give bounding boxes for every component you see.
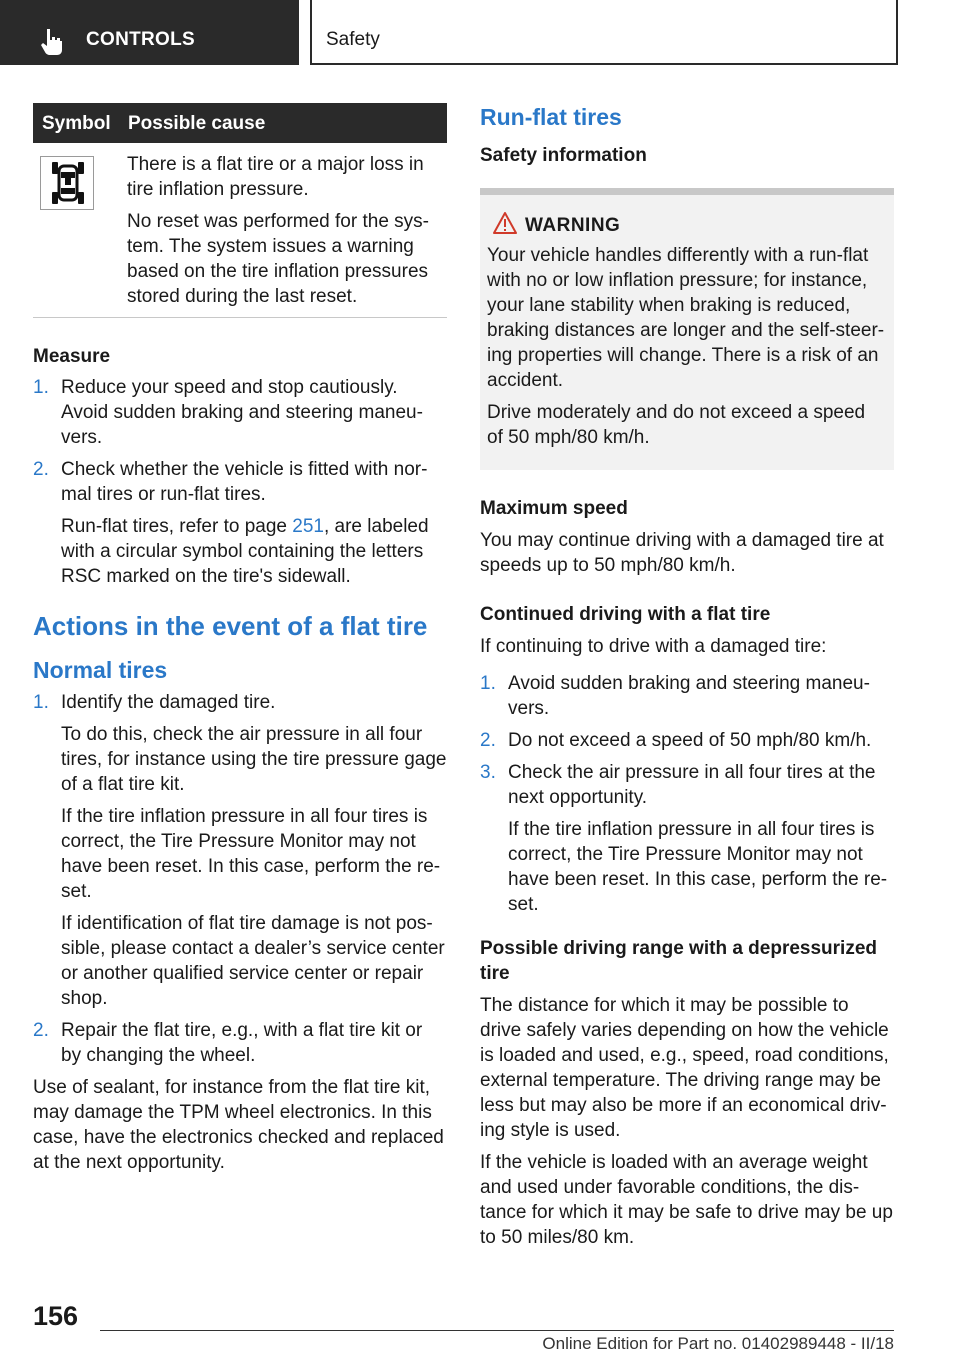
left-column	[33, 103, 447, 1175]
step-text: Repair the flat tire, e.g., with a flat tire kit or by changing the wheel.	[61, 1020, 423, 1066]
run-flat-heading: Run-flat tires	[480, 104, 622, 130]
list-item	[480, 671, 894, 721]
symbol-cell	[40, 156, 94, 210]
footer-divider	[100, 1330, 894, 1331]
cause-cell	[127, 152, 437, 316]
flat-tire-warning-icon	[49, 160, 87, 206]
list-item	[33, 375, 447, 450]
measure-heading: Measure	[33, 346, 111, 367]
chapter-label: CONTROLS	[86, 29, 196, 50]
warning-header	[487, 211, 886, 239]
step-number: 1.	[33, 692, 49, 713]
driving-range-heading: Possible driving range with a depressurized tire	[480, 938, 877, 984]
step-text	[61, 514, 447, 589]
step-number: 1.	[33, 377, 49, 398]
table-header	[33, 103, 447, 143]
safety-info-heading: Safety information	[480, 145, 647, 166]
step-text: To do this, check the air pressure in all four tires, for instance using the tire pressure gage of a flat tire kit.	[61, 724, 447, 795]
column-header-cause: Possible cause	[128, 113, 266, 134]
column-header-symbol: Symbol	[42, 113, 111, 134]
driving-range-text: The distance for which it may be possible to drive safely varies depending on how the vehicle is loaded and used, e.g., speed, road conditions, external temperature. The driving range may be less but may also be more if an economical driv-ing style is used.	[480, 995, 889, 1141]
section-label: Safety	[326, 29, 380, 50]
page-number: 156	[33, 1301, 79, 1331]
ref-text: Run-flat tires, refer to page	[61, 516, 293, 537]
page-link[interactable]: 251	[292, 516, 324, 537]
ref-text: , are labeled with a circular symbol containing the letters RSC marked on the tire's sidewall.	[61, 516, 429, 587]
max-speed-heading: Maximum speed	[480, 498, 628, 519]
warning-text: Your vehicle handles differently with a run-flat with no or low inflation pressure; for instance, your lane stability when braking is reduced, braking distances are longer and the self-steer-ing properties will change. There is a risk of an accident.	[487, 245, 885, 391]
list-item	[33, 690, 447, 1011]
continued-intro: If continuing to drive with a damaged tire:	[480, 636, 827, 657]
step-text: Identify the damaged tire.	[61, 692, 276, 713]
sealant-note: Use of sealant, for instance from the flat tire kit, may damage the TPM wheel electronics. In this case, have the electronics checked and replaced at the next opportunity.	[33, 1077, 444, 1173]
edition-text: Online Edition for Part no. 01402989448 - II/18	[542, 1334, 894, 1353]
flat-tire-heading: Actions in the event of a flat tire	[33, 611, 428, 641]
step-number: 3.	[480, 762, 496, 783]
step-number: 2.	[480, 730, 496, 751]
max-speed-text: You may continue driving with a damaged tire at speeds up to 50 mph/80 km/h.	[480, 530, 884, 576]
cause-text: There is a flat tire or a major loss in tire inflation pressure.	[127, 154, 424, 200]
step-number: 2.	[33, 1020, 49, 1041]
step-text: Do not exceed a speed of 50 mph/80 km/h.	[508, 730, 872, 751]
section-header	[310, 0, 898, 65]
list-item	[480, 728, 894, 753]
list-item	[480, 760, 894, 917]
list-item	[33, 1018, 447, 1068]
step-text: Check the air pressure in all four tires at the next opportunity.	[508, 762, 876, 808]
flat-tire-steps	[33, 690, 447, 1068]
header-tab	[0, 0, 299, 65]
normal-tires-heading: Normal tires	[33, 657, 168, 683]
warning-triangle-icon	[492, 211, 518, 235]
step-number: 1.	[480, 673, 496, 694]
warning-box	[480, 188, 894, 470]
continued-driving-heading: Continued driving with a flat tire	[480, 604, 771, 625]
warning-title: WARNING	[525, 215, 621, 236]
right-column	[480, 103, 894, 1250]
warning-text: Drive moderately and do not exceed a speed of 50 mph/80 km/h.	[487, 402, 866, 448]
measure-steps	[33, 375, 447, 589]
step-text: Avoid sudden braking and steering maneu-vers.	[508, 673, 870, 719]
table-row	[33, 143, 447, 318]
step-text: Check whether the vehicle is fitted with nor-mal tires or run-flat tires.	[61, 459, 428, 505]
cause-text: No reset was performed for the sys-tem. The system issues a warning based on the tire inflation pressures stored during the last reset.	[127, 211, 429, 307]
step-text: If the tire inflation pressure in all four tires is correct, the Tire Pressure Monitor may not have been reset. In this case, perform the re-set.	[508, 819, 888, 915]
list-item	[33, 457, 447, 589]
continued-steps	[480, 671, 894, 917]
driving-range-text: If the vehicle is loaded with an average weight and used under favorable conditions, the dis-tance for which it may be safe to drive may be up to 50 miles/80 km.	[480, 1152, 893, 1248]
step-text: If identification of flat tire damage is not pos-sible, please contact a dealer’s service center or another qualified service center or repair shop.	[61, 913, 445, 1009]
hand-pointer-icon	[38, 27, 66, 55]
step-text: Reduce your speed and stop cautiously. Avoid sudden braking and steering maneu-vers.	[61, 377, 423, 448]
step-number: 2.	[33, 459, 49, 480]
step-text: If the tire inflation pressure in all four tires is correct, the Tire Pressure Monitor may not have been reset. In this case, perform the re-set.	[61, 806, 441, 902]
